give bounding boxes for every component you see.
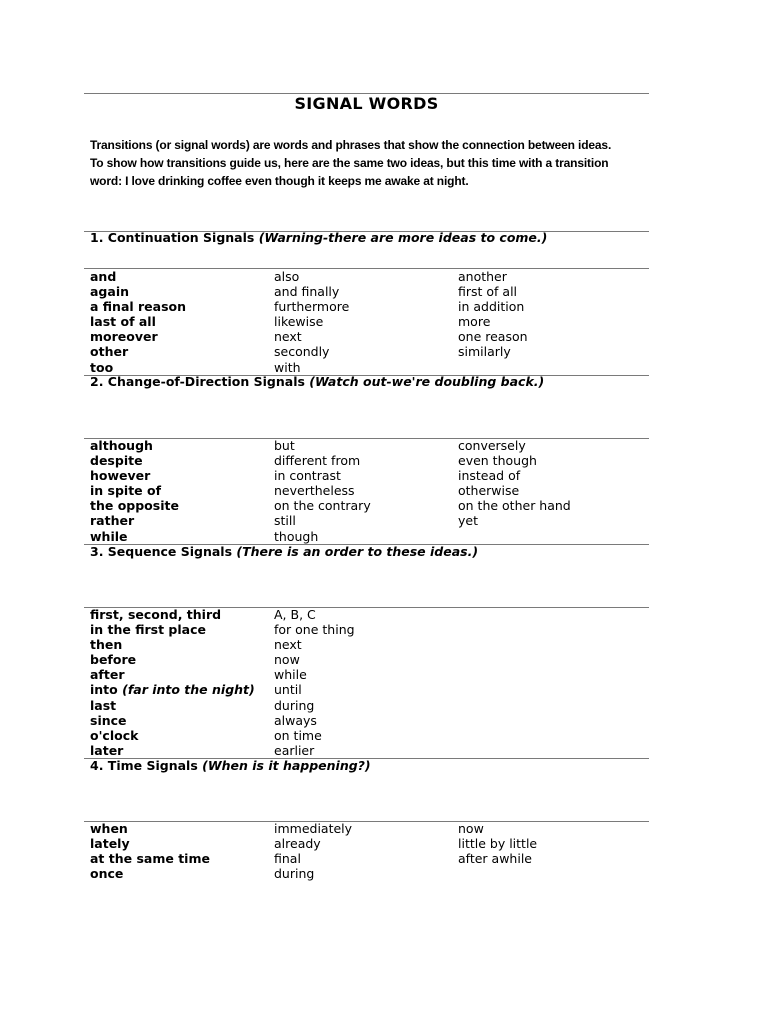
word-row (90, 728, 649, 743)
word-row (90, 344, 649, 359)
signal-word: next (274, 637, 302, 653)
word-row (90, 299, 649, 314)
signal-word: and finally (274, 284, 340, 300)
signal-word: for one thing (274, 622, 355, 638)
word-row (90, 652, 649, 667)
signal-word: while (274, 667, 307, 683)
section-label: 1. Continuation Signals (90, 230, 255, 245)
word-row (90, 607, 649, 622)
signal-word: then (90, 637, 123, 653)
intro-line: To show how transitions guide us, here are the same two ideas, but this time with a transition (90, 156, 609, 170)
word-table-time (90, 821, 649, 881)
signal-word: secondly (274, 344, 330, 360)
signal-word: different from (274, 453, 361, 469)
signal-word: but (274, 438, 295, 453)
signal-word: first of all (458, 284, 518, 300)
word-row (90, 743, 649, 758)
signal-word: at the same time (90, 851, 210, 867)
intro-line: Transitions (or signal words) are words and phrases that show the connection between ideas. (90, 138, 612, 152)
signal-word: now (458, 821, 484, 836)
signal-word: A, B, C (274, 607, 316, 622)
section-heading-time (90, 758, 371, 773)
signal-word: despite (90, 453, 143, 469)
signal-word: nevertheless (274, 483, 355, 499)
word-row (90, 483, 649, 498)
word-row (90, 637, 649, 652)
section-note: (Warning-there are more ideas to come.) (258, 230, 548, 245)
signal-word: on the other hand (458, 498, 571, 514)
signal-word: during (274, 866, 315, 882)
document-page (84, 0, 649, 1024)
signal-word: first, second, third (90, 607, 222, 622)
signal-word: likewise (274, 314, 324, 330)
word-row (90, 667, 649, 682)
intro-line: word: I love drinking coffee even though it keeps me awake at night. (90, 174, 469, 188)
section-label: 2. Change-of-Direction Signals (90, 374, 305, 389)
signal-word: earlier (274, 742, 315, 758)
intro-paragraph (90, 136, 646, 190)
signal-word: furthermore (274, 299, 350, 315)
section-note: (Watch out-we're doubling back.) (309, 374, 545, 389)
section-label: 4. Time Signals (90, 758, 198, 773)
signal-word: last (90, 697, 117, 713)
section-heading-sequence (90, 544, 478, 559)
word-table-sequence (90, 607, 649, 758)
signal-word: otherwise (458, 483, 520, 499)
word-row (90, 622, 649, 637)
signal-word: the opposite (90, 498, 179, 514)
signal-word: again (90, 284, 130, 300)
signal-word: during (274, 697, 315, 713)
signal-word: later (90, 742, 124, 758)
signal-word: other (90, 344, 129, 360)
word-row (90, 360, 649, 375)
word-row (90, 453, 649, 468)
signal-word: one reason (458, 329, 528, 345)
signal-word: in spite of (90, 483, 162, 499)
signal-word: before (90, 652, 137, 668)
signal-word: in the first place (90, 622, 206, 638)
signal-word: little by little (458, 836, 538, 852)
word-row (90, 866, 649, 881)
word-row (90, 698, 649, 713)
signal-word: also (274, 269, 300, 284)
signal-word: already (274, 836, 321, 852)
word-row (90, 314, 649, 329)
signal-word (90, 682, 255, 697)
signal-word: since (90, 712, 127, 728)
page-title: SIGNAL WORDS (294, 94, 439, 113)
signal-word: still (274, 513, 296, 529)
signal-word-note: (far into the night) (122, 682, 255, 698)
signal-word: and (90, 269, 117, 284)
signal-word: rather (90, 513, 135, 529)
signal-word: moreover (90, 329, 158, 345)
signal-word: however (90, 468, 151, 484)
signal-word: on time (274, 727, 322, 743)
word-table-continuation (90, 269, 649, 375)
section-label: 3. Sequence Signals (90, 544, 233, 559)
word-row (90, 682, 649, 697)
section-heading-continuation (90, 230, 547, 245)
signal-word: even though (458, 453, 537, 469)
word-row (90, 329, 649, 344)
signal-word: on the contrary (274, 498, 371, 514)
signal-word: with (274, 359, 301, 375)
word-row (90, 529, 649, 544)
signal-word-text: into (90, 682, 118, 698)
signal-word: more (458, 314, 491, 330)
section-note: (There is an order to these ideas.) (236, 544, 479, 559)
signal-word: although (90, 438, 153, 453)
signal-word: instead of (458, 468, 521, 484)
signal-word: after (90, 667, 125, 683)
signal-word: conversely (458, 438, 526, 453)
signal-word: a final reason (90, 299, 187, 315)
word-row (90, 836, 649, 851)
word-row (90, 513, 649, 528)
signal-word: when (90, 821, 128, 836)
word-row (90, 713, 649, 728)
signal-word: another (458, 269, 507, 284)
word-row (90, 269, 649, 284)
signal-word: always (274, 712, 317, 728)
word-row (90, 821, 649, 836)
word-row (90, 468, 649, 483)
word-row (90, 284, 649, 299)
signal-word: though (274, 528, 319, 544)
signal-word: last of all (90, 314, 156, 330)
signal-word: o'clock (90, 727, 139, 743)
signal-word: lately (90, 836, 130, 852)
signal-word: while (90, 528, 128, 544)
signal-word: until (274, 682, 302, 698)
word-row (90, 438, 649, 453)
signal-word: final (274, 851, 301, 867)
section-note: (When is it happening?) (202, 758, 371, 773)
signal-word: after awhile (458, 851, 532, 867)
signal-word: too (90, 359, 114, 375)
word-table-change-of-direction (90, 438, 649, 544)
signal-word: next (274, 329, 302, 345)
signal-word: in contrast (274, 468, 341, 484)
word-row (90, 851, 649, 866)
signal-word: yet (458, 513, 478, 529)
word-row (90, 498, 649, 513)
signal-word: now (274, 652, 300, 668)
signal-word: in addition (458, 299, 525, 315)
signal-word: immediately (274, 821, 353, 836)
signal-word: once (90, 866, 124, 882)
section-heading-change-of-direction (90, 374, 544, 389)
signal-word: similarly (458, 344, 511, 360)
